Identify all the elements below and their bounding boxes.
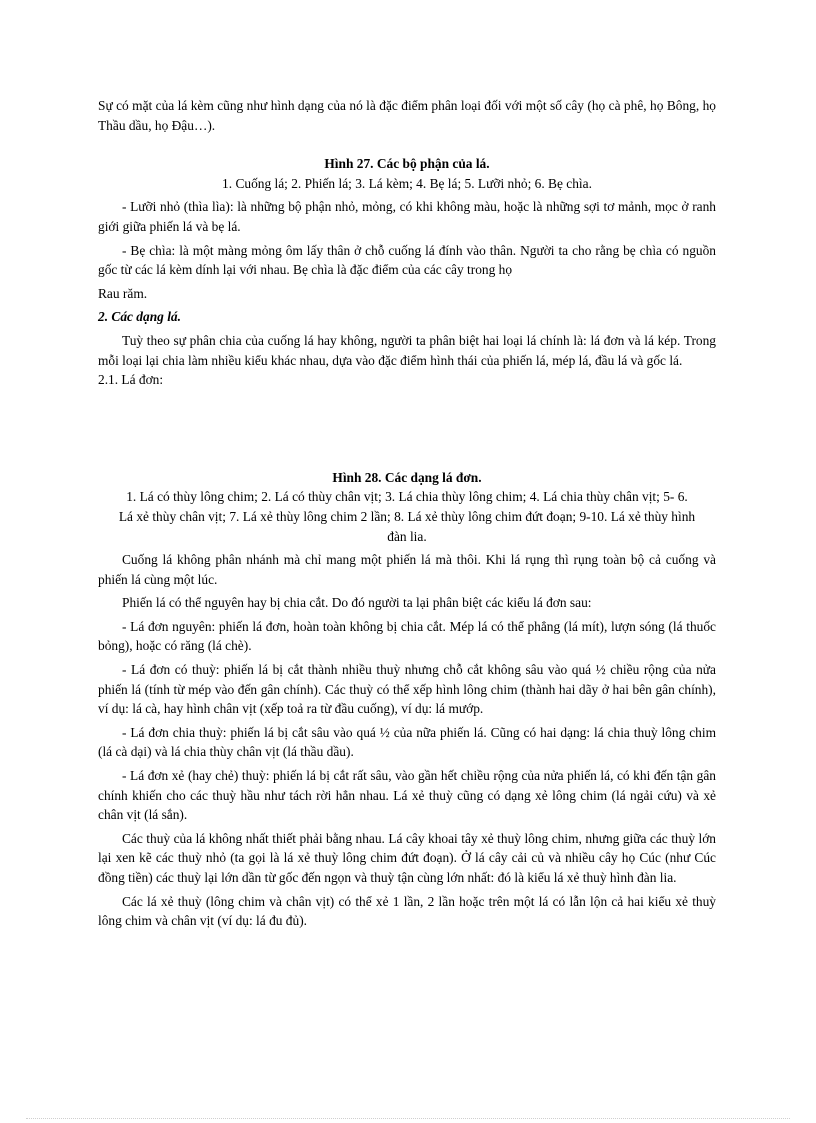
paragraph-cac-thuy: Các thuỳ của lá không nhất thiết phải bằng nhau. Lá cây khoai tây xẻ thuỳ lông chim, nhưng giữa các thuỳ lớn lại xen kẽ các thuỳ nhỏ (ta gọi là lá xẻ thuỳ lông chim đứt đoạn). Ở lá cây cải củ và nhiều cây họ Cúc (như Cúc đồng tiền) các thuỳ lại lớn dần từ gốc đến ngọn và thuỳ tận cùng lớn nhất: đó là kiểu lá xẻ thuỳ hình đàn lia. [98, 830, 716, 885]
page-bottom-divider [26, 1118, 790, 1119]
heading-cac-dang-la: 2. Các dạng lá. [98, 309, 181, 325]
paragraph-luoi-nho: - Lưỡi nhỏ (thìa lìa): là những bộ phận nhỏ, mỏng, có khi không màu, hoặc là những sợi tơ mảnh, mọc ở ranh giới giữa phiến lá và bẹ lá. [98, 199, 716, 234]
paragraph-xe-thuy: - Lá đơn xẻ (hay chẻ) thuỳ: phiến lá bị cắt rất sâu, vào gần hết chiều rộng của nửa phiến lá, có khi đến tận gân chính khiến cho các thuỳ hầu như tách rời hẳn nhau. Lá xẻ thuỳ cũng có dạng xẻ lông chim (lá ngải cứu) và xẻ chân vịt (lá sắn). [98, 768, 716, 823]
figure-28-caption: 1. Lá có thùy lông chim; 2. Lá có thùy chân vịt; 3. Lá chia thùy lông chim; 4. Lá chia thùy chân vịt; 5- 6. Lá xẻ thùy chân vịt; 7. Lá xẻ thùy lông chim 2 lần; 8. Lá xẻ thùy lông chim đứt đoạn; 9-10. Lá xẻ thùy hình đàn lia. [118, 489, 696, 544]
figure-27-caption: 1. Cuống lá; 2. Phiến lá; 3. Lá kèm; 4. Bẹ lá; 5. Lưỡi nhỏ; 6. Bẹ chìa. [222, 175, 592, 191]
paragraph-be-chia: - Bẹ chìa: là một màng mỏng ôm lấy thân ở chỗ cuống lá đính vào thân. Người ta cho rằng bẹ chìa có nguồn gốc từ các lá kèm dính lại với nhau. Bẹ chìa là đặc điểm của các cây trong họ [98, 242, 716, 278]
paragraph-cac-la-xe: Các lá xẻ thuỳ (lông chim và chân vịt) có thể xẻ 1 lần, 2 lần hoặc trên một lá có lẫn lộn cả hai kiểu xẻ thuỳ lông chim và chân vịt (ví dụ: lá đu đủ). [98, 893, 716, 929]
paragraph-rau-ram: Rau răm. [98, 285, 148, 301]
document-page [98, 96, 716, 931]
paragraph-chia-thuy: - Lá đơn chia thuỳ: phiến lá bị cắt sâu vào quá ½ của nữa phiến lá. Cũng có hai dạng: lá chia thuỳ lông chim (lá cà dại) và lá chia thùy chân vịt (lá thầu dầu). [98, 724, 716, 760]
figure-27-title: Hình 27. Các bộ phận của lá. [324, 156, 490, 172]
paragraph-cuong-la: Cuống lá không phân nhánh mà chỉ mang một phiến lá mà thôi. Khi lá rụng thì rụng toàn bộ cả cuống và phiến lá cùng một lúc. [98, 552, 716, 587]
paragraph-don-nguyen: - Lá đơn nguyên: phiến lá đơn, hoàn toàn không bị chia cắt. Mép lá có thể phẳng (lá mít), lượn sóng (lá thuốc bỏng), hoặc có răng (lá chè). [98, 618, 716, 654]
figure-28-title: Hình 28. Các dạng lá đơn. [332, 469, 482, 485]
paragraph-tuy-theo: Tuỳ theo sự phân chia của cuống lá hay không, người ta phân biệt hai loại lá chính là: lá đơn và lá kép. Trong mỗi loại lại chia làm nhiều kiểu khác nhau, dựa vào đặc điểm hình thái của phiến lá, mép lá, đầu lá và gốc lá. [98, 332, 716, 368]
figure-28-image-area [98, 390, 716, 468]
paragraph-la-kem: Sự có mặt của lá kèm cũng như hình dạng của nó là đặc điểm phân loại đối với một số cây (họ cà phê, họ Bông, họ Thầu dầu, họ Đậu…). [98, 98, 716, 133]
paragraph-co-thuy: - Lá đơn có thuỳ: phiến lá bị cắt thành nhiều thuỳ nhưng chỗ cắt không sâu vào quá ½ chiều rộng của nửa phiến lá (tính từ mép vào đến gân chính). Các thuỳ có thể xếp hình lông chim (thành hai dãy ở hai bên gân chính), ví dụ: lá cà, hay hình chân vịt (xếp toả ra từ đầu cuống), ví dụ: lá mướp. [98, 662, 716, 717]
paragraph-phien-la: Phiến lá có thể nguyên hay bị chia cắt. Do đó người ta lại phân biệt các kiểu lá đơn sau: [122, 595, 592, 611]
heading-la-don: 2.1. Lá đơn: [98, 372, 164, 388]
